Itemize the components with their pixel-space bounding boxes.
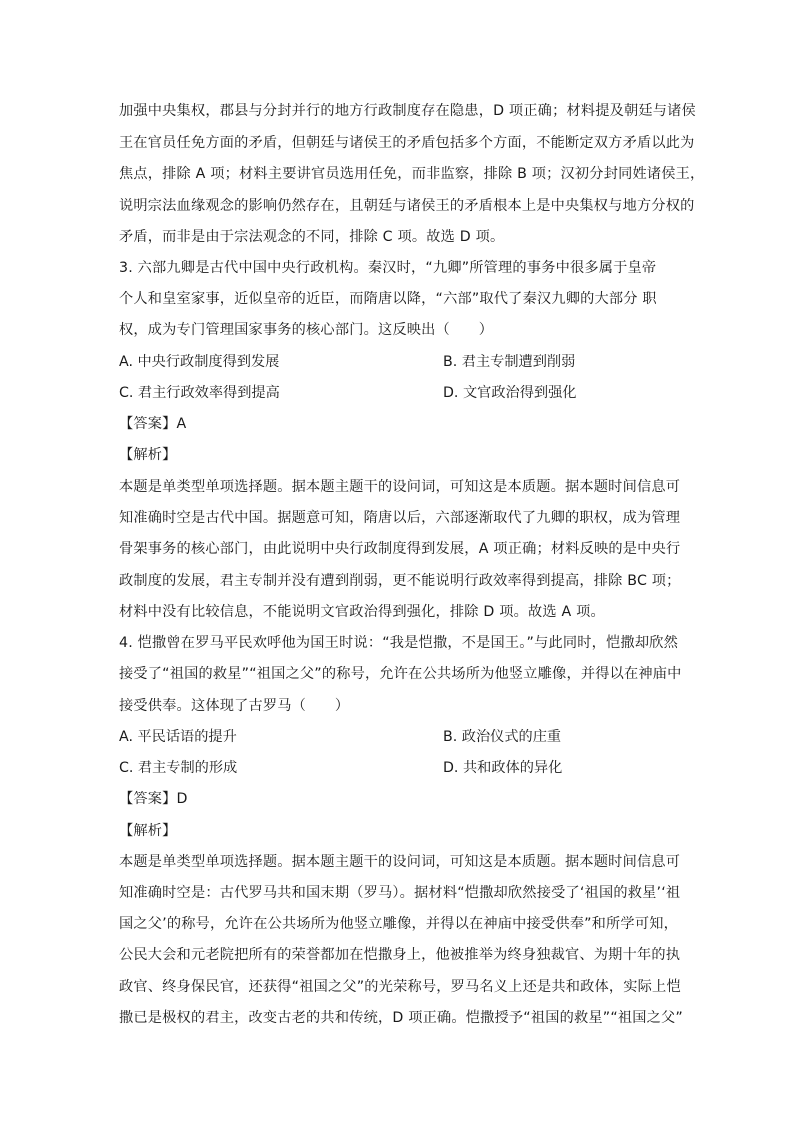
q2-analysis-line-1: 加强中央集权，郡县与分封并行的地方行政制度存在隐患，D 项正确；材料提及朝廷与诸侯 (119, 103, 696, 119)
q3-option-c: C. 君主行政效率得到提高 (119, 385, 280, 401)
q3-analysis-line-5: 材料中没有比较信息，不能说明文官政治得到强化，排除 D 项。故选 A 项。 (119, 604, 605, 620)
q2-analysis-line-4: 说明宗法血缘观念的影响仍然存在，且朝廷与诸侯王的矛盾根本上是中央集权与地方分权的 (119, 198, 695, 214)
q3-analysis-line-1: 本题是单类型单项选择题。据本题主题干的设问词，可知这是本质题。据本题时间信息可 (119, 479, 681, 495)
q3-stem-line-1: 3. 六部九卿是古代中国中央行政机构。秦汉时，“九卿”所管理的事务中很多属于皇帝 (119, 260, 657, 276)
q4-analysis-label: 【解析】 (119, 823, 177, 839)
q4-stem-line-1: 4. 恺撒曾在罗马平民欢呼他为国王时说：“我是恺撒，不是国王。”与此同时，恺撒却欣然 (119, 635, 678, 651)
q4-option-b: B. 政治仪式的庄重 (443, 729, 562, 745)
q2-analysis-line-3: 焦点，排除 A 项；材料主要讲官员选用任免，而非监察，排除 B 项；汉初分封同姓诸侯王， (119, 166, 705, 182)
q4-answer: 【答案】D (119, 791, 188, 807)
q3-analysis-label: 【解析】 (119, 447, 177, 463)
q3-option-d: D. 文官政治得到强化 (443, 385, 577, 401)
q4-analysis-line-3: 国之父’的称号，允许在公共场所为他竖立雕像，并得以在神庙中接受供奉”和所学可知， (119, 916, 678, 932)
q3-option-a: A. 中央行政制度得到发展 (119, 354, 280, 370)
q4-stem-line-3: 接受供奉。这体现了古罗马（ ） (119, 698, 350, 714)
q4-analysis-line-2: 知准确时空是：古代罗马共和国末期（罗马）。据材料“恺撒却欣然接受了‘祖国的救星’‘祖 (119, 885, 681, 901)
q4-analysis-line-4: 公民大会和元老院把所有的荣誉都加在恺撒身上，他被推举为终身独裁官、为期十年的执 (119, 947, 681, 963)
q4-analysis-line-5: 政官、终身保民官，还获得“祖国之父”的光荣称号，罗马名义上还是共和政体，实际上恺 (119, 979, 681, 995)
q3-analysis-line-4: 政制度的发展，君主专制并没有遭到削弱，更不能说明行政效率得到提高，排除 BC 项； (119, 573, 681, 589)
q4-analysis-line-6: 撒已是极权的君主，改变古老的共和传统，D 项正确。恺撒授予“祖国的救星”“祖国之父” (119, 1010, 683, 1026)
q4-stem-line-2: 接受了“祖国的救星”“祖国之父”的称号，允许在公共场所为他竖立雕像，并得以在神庙中 (119, 666, 682, 682)
q3-stem-line-3: 权，成为专门管理国家事务的核心部门。这反映出（ ） (119, 322, 494, 338)
q3-stem-line-2: 个人和皇室家事，近似皇帝的近臣，而隋唐以降，“六部”取代了秦汉九卿的大部分 职 (119, 291, 657, 307)
q4-analysis-line-1: 本题是单类型单项选择题。据本题主题干的设问词，可知这是本质题。据本题时间信息可 (119, 854, 681, 870)
q2-analysis-line-2: 王在官员任免方面的矛盾，但朝廷与诸侯王的矛盾包括多个方面，不能断定双方矛盾以此为 (119, 135, 695, 151)
q3-option-b: B. 君主专制遭到削弱 (443, 354, 576, 370)
q3-answer: 【答案】A (119, 416, 187, 432)
q4-option-a: A. 平民话语的提升 (119, 729, 237, 745)
q4-option-c: C. 君主专制的形成 (119, 760, 238, 776)
q2-analysis-line-5: 矛盾，而非是由于宗法观念的不同，排除 C 项。故选 D 项。 (119, 229, 505, 245)
q4-option-d: D. 共和政体的异化 (443, 760, 563, 776)
q3-analysis-line-2: 知准确时空是古代中国。据题意可知，隋唐以后，六部逐渐取代了九卿的职权，成为管理 (119, 510, 681, 526)
q3-analysis-line-3: 骨架事务的核心部门，由此说明中央行政制度得到发展，A 项正确；材料反映的是中央行 (119, 541, 681, 557)
